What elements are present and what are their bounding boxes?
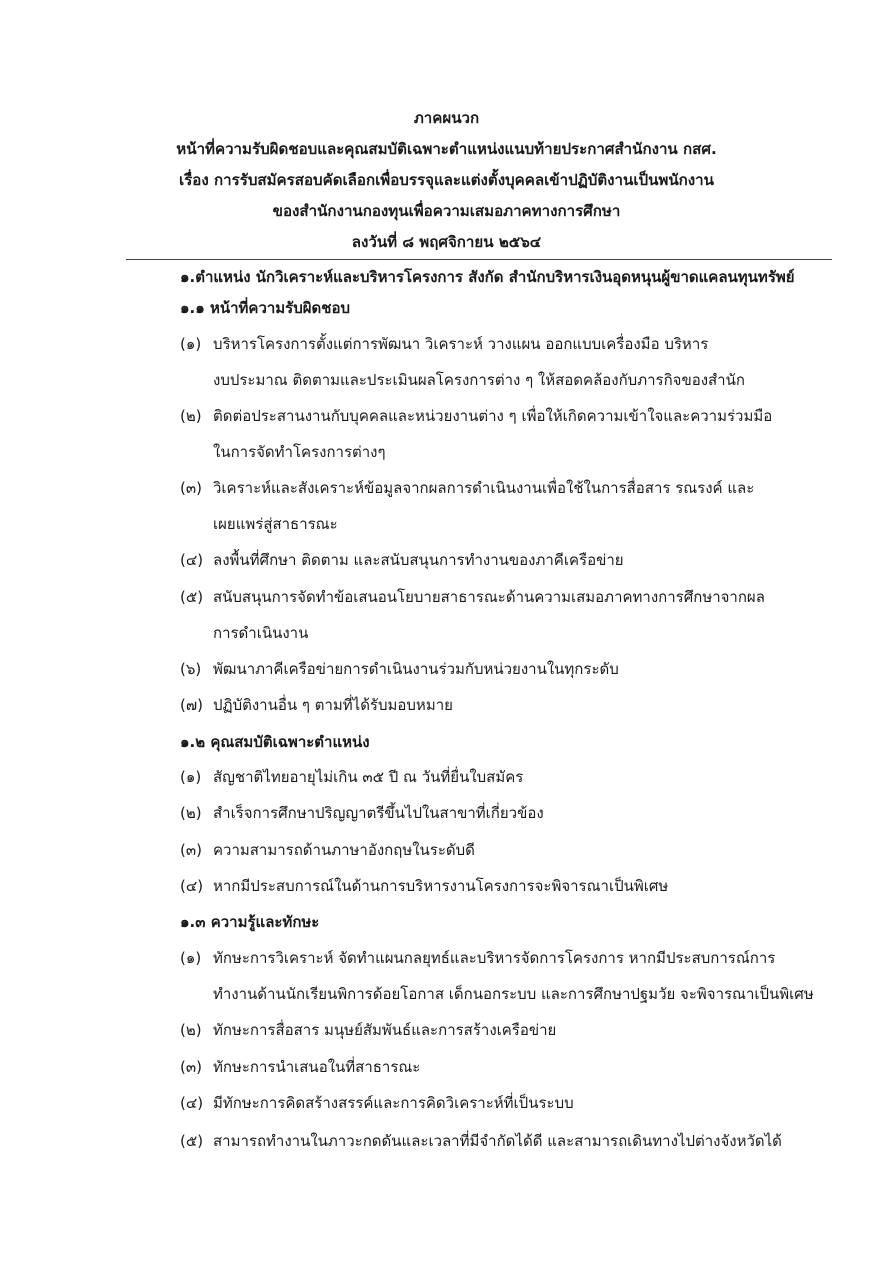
header-organization: ของสำนักงานกองทุนเพื่อความเสมอภาคทางการศึกษา [272,202,621,220]
list-item-number: (๔) [180,551,204,569]
list-item-number: (๒) [180,1021,202,1039]
list-item-number: (๑) [180,335,202,353]
section-heading-responsibilities: ๑.๑ หน้าที่ความรับผิดชอบ [180,299,351,317]
list-item-number: (๓) [180,479,202,497]
list-item-number: (๓) [180,841,202,859]
list-item-text: ทักษะการวิเคราะห์ จัดทำแผนกลยุทธ์และบริหารจัดการโครงการ หากมีประสบการณ์การ [213,949,776,967]
list-item-number: (๔) [180,1094,204,1112]
list-item-number: (๑) [180,949,202,967]
list-item-text: สัญชาติไทยอายุไม่เกิน ๓๕ ปี ณ วันที่ยื่นใบสมัคร [213,768,524,786]
list-item-text: ปฏิบัติงานอื่น ๆ ตามที่ได้รับมอบหมาย [213,696,453,714]
list-item-number: (๒) [180,804,202,822]
header-subject: เรื่อง การรับสมัครสอบคัดเลือกเพื่อบรรจุและแต่งตั้งบุคคลเข้าปฏิบัติงานเป็นพนักงาน [179,171,714,189]
header-appendix: ภาคผนวก [413,109,480,127]
list-item-text: พัฒนาภาคีเครือข่ายการดำเนินงานร่วมกับหน่วยงานในทุกระดับ [213,660,619,678]
list-item-text: สำเร็จการศึกษาปริญญาตรีขึ้นไปในสาขาที่เกี่ยวข้อง [213,804,544,822]
list-item-text: ติดต่อประสานงานกับบุคคลและหน่วยงานต่าง ๆ เพื่อให้เกิดความเข้าใจและความร่วมมือ [213,407,773,425]
list-item-text-continued: การดำเนินงาน [213,624,309,642]
position-title: ๑.ตำแหน่ง นักวิเคราะห์และบริหารโครงการ สังกัด สำนักบริหารเงินอุดหนุนผู้ขาดแคลนทุนทรัพย์ [180,268,795,286]
list-item-number: (๓) [180,1058,202,1076]
list-item-number: (๗) [180,696,203,714]
list-item-text-continued: งบประมาณ ติดตามและประเมินผลโครงการต่าง ๆ ให้สอดคล้องกับภารกิจของสำนัก [213,371,745,389]
list-item-number: (๑) [180,768,202,786]
list-item-text: หากมีประสบการณ์ในด้านการบริหารงานโครงการจะพิจารณาเป็นพิเศษ [213,877,669,895]
list-item-number: (๖) [180,660,202,678]
list-item-text-continued: ในการจัดทำโครงการต่างๆ [213,443,386,461]
list-item-text: ลงพื้นที่ศึกษา ติดตาม และสนับสนุนการทำงานของภาคีเครือข่าย [213,551,624,569]
list-item-number: (๒) [180,407,202,425]
header-title: หน้าที่ความรับผิดชอบและคุณสมบัติเฉพาะตำแหน่งแนบท้ายประกาศสำนักงาน กสศ. [176,140,717,158]
list-item-text: บริหารโครงการตั้งแต่การพัฒนา วิเคราะห์ วางแผน ออกแบบเครื่องมือ บริหาร [213,335,709,353]
section-heading-qualifications: ๑.๒ คุณสมบัติเฉพาะตำแหน่ง [180,733,370,751]
list-item-text: วิเคราะห์และสังเคราะห์ข้อมูลจากผลการดำเนินงานเพื่อใช้ในการสื่อสาร รณรงค์ และ [213,479,755,497]
list-item-text: ความสามารถด้านภาษาอังกฤษในระดับดี [213,841,475,859]
header-divider [126,259,832,260]
list-item-text: สนับสนุนการจัดทำข้อเสนอนโยบายสาธารณะด้านความเสมอภาคทางการศึกษาจากผล [213,588,765,606]
list-item-number: (๔) [180,877,204,895]
list-item-text-continued: ทำงานด้านนักเรียนพิการด้อยโอกาส เด็กนอกระบบ และการศึกษาปฐมวัย จะพิจารณาเป็นพิเศษ [213,985,814,1003]
list-item-text: ทักษะการสื่อสาร มนุษย์สัมพันธ์และการสร้างเครือข่าย [213,1021,557,1039]
section-heading-knowledge-skills: ๑.๓ ความรู้และทักษะ [180,913,320,931]
list-item-text: มีทักษะการคิดสร้างสรรค์และการคิดวิเคราะห์ที่เป็นระบบ [213,1094,574,1112]
list-item-text: ทักษะการนำเสนอในที่สาธารณะ [213,1058,421,1076]
document-header [0,103,893,258]
list-item-number: (๕) [180,588,204,606]
list-item-text-continued: เผยแพร่สู่สาธารณะ [213,515,338,533]
list-item-text: สามารถทำงานในภาวะกดดันและเวลาที่มีจำกัดได้ดี และสามารถเดินทางไปต่างจังหวัดได้ [213,1132,782,1150]
list-item-number: (๕) [180,1132,204,1150]
header-date: ลงวันที่ ๘ พฤศจิกายน ๒๕๖๔ [351,233,542,251]
